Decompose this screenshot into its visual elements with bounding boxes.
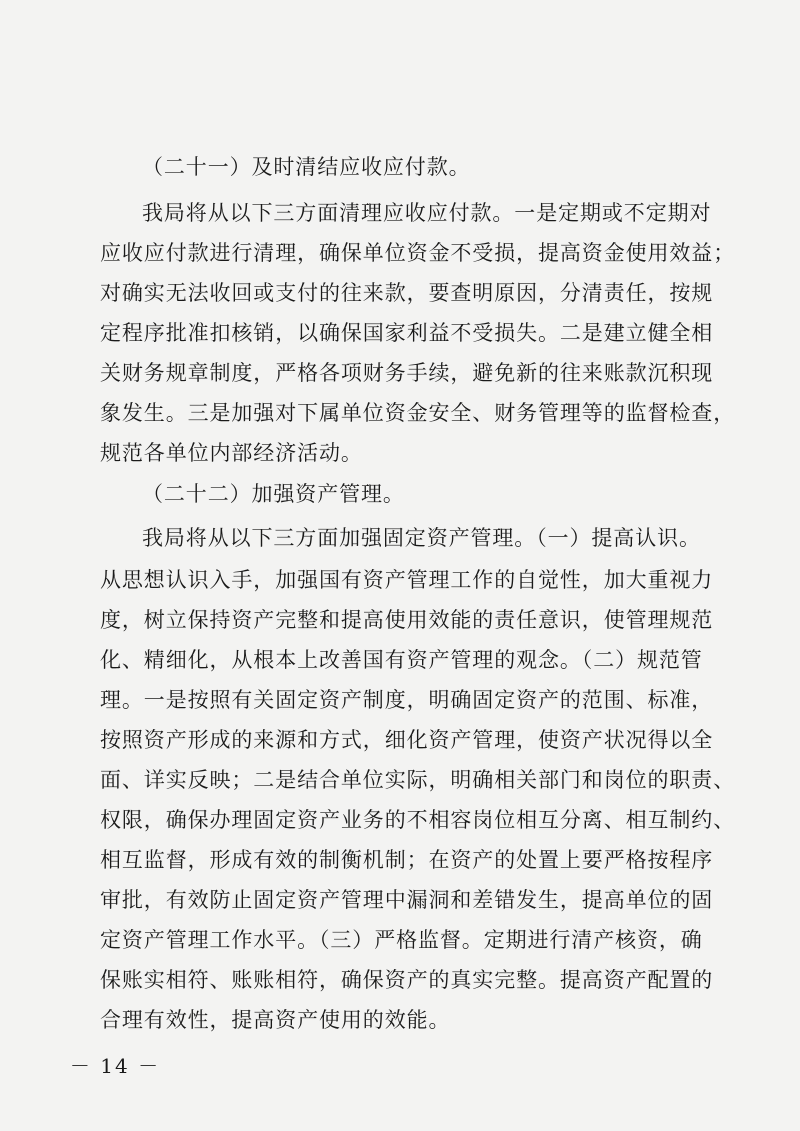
paragraph-line: 规范各单位内部经济活动。 bbox=[100, 441, 363, 465]
paragraph-line: 相互监督，形成有效的制衡机制；在资产的处置上要严格按程序 bbox=[100, 848, 714, 872]
paragraph-line: 关财务规章制度，严格各项财务手续，避免新的往来账款沉积现 bbox=[100, 361, 714, 385]
paragraph-line: 对确实无法收回或支付的往来款，要查明原因，分清责任，按规 bbox=[100, 281, 714, 305]
paragraph-line: 定程序批准扣核销，以确保国家利益不受损失。二是建立健全相 bbox=[100, 321, 714, 345]
paragraph-line: 应收应付款进行清理，确保单位资金不受损，提高资金使用效益； bbox=[100, 241, 736, 265]
paragraph-line: 面、详实反映；二是结合单位实际，明确相关部门和岗位的职责、 bbox=[100, 768, 736, 792]
page-number: － 14 － bbox=[69, 1054, 161, 1078]
section-heading-22: （二十二）加强资产管理。 bbox=[142, 482, 405, 506]
paragraph-line: 理。一是按照有关固定资产制度，明确固定资产的范围、标准， bbox=[100, 688, 714, 712]
paragraph-line: 我局将从以下三方面加强固定资产管理。（一）提高认识。 bbox=[142, 526, 701, 550]
paragraph-line: 度，树立保持资产完整和提高使用效能的责任意识，使管理规范 bbox=[100, 608, 714, 632]
paragraph-line: 从思想认识入手，加强国有资产管理工作的自觉性，加大重视力 bbox=[100, 568, 714, 592]
paragraph-line: 我局将从以下三方面清理应收应付款。一是定期或不定期对 bbox=[142, 201, 712, 225]
section-heading-21: （二十一）及时清结应收应付款。 bbox=[142, 155, 471, 179]
paragraph-line: 化、精细化，从根本上改善国有资产管理的观念。（二）规范管 bbox=[100, 648, 703, 672]
paragraph-line: 象发生。三是加强对下属单位资金安全、财务管理等的监督检查， bbox=[100, 401, 736, 425]
paragraph-line: 审批，有效防止固定资产管理中漏洞和差错发生，提高单位的固 bbox=[100, 888, 714, 912]
paragraph-line: 按照资产形成的来源和方式，细化资产管理，使资产状况得以全 bbox=[100, 728, 714, 752]
paragraph-line: 定资产管理工作水平。（三）严格监督。定期进行清产核资，确 bbox=[100, 928, 703, 952]
paragraph-line: 权限，确保办理固定资产业务的不相容岗位相互分离、相互制约、 bbox=[100, 808, 736, 832]
paragraph-line: 保账实相符、账账相符，确保资产的真实完整。提高资产配置的 bbox=[100, 968, 714, 992]
paragraph-line: 合理有效性，提高资产使用的效能。 bbox=[100, 1008, 451, 1032]
